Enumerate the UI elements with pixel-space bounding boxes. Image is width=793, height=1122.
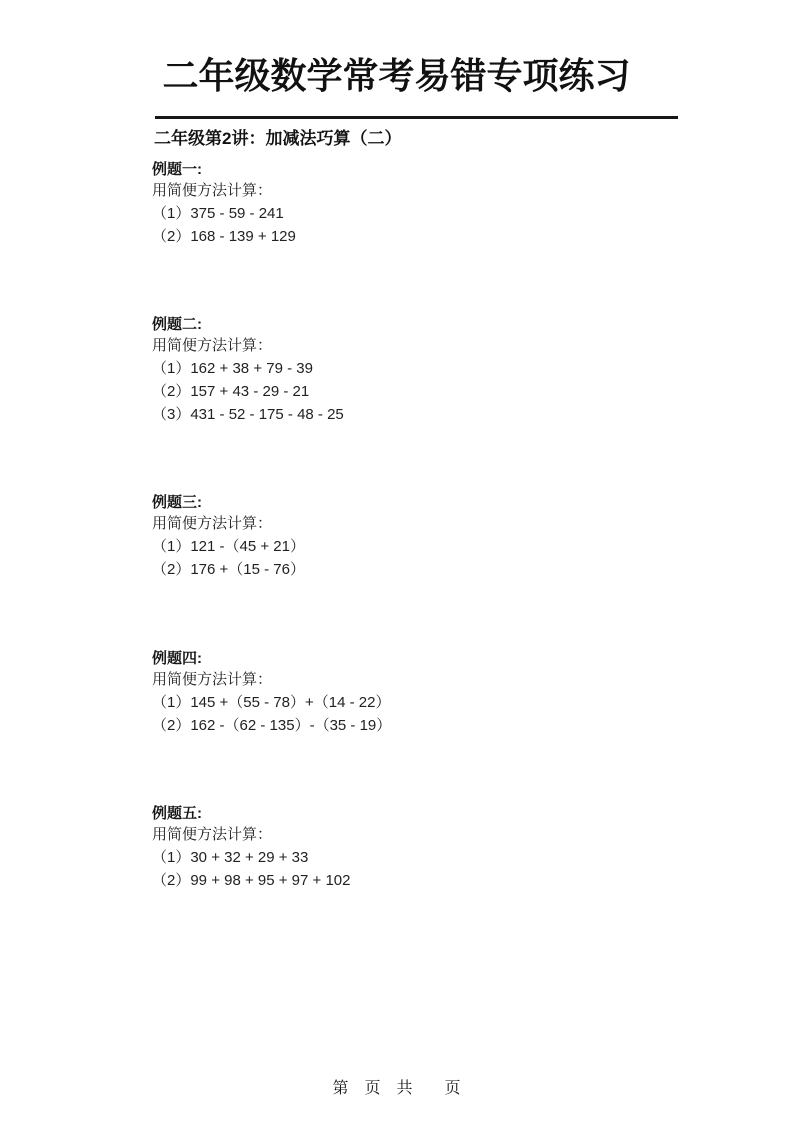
example-2-heading: 例题二: (152, 316, 202, 333)
example-3-intro: 用简便方法计算： (152, 515, 273, 532)
problem-line: （3）431 - 52 - 175 - 48 - 25 (152, 406, 344, 423)
problem-line: （2）162 -（62 - 135）-（35 - 19） (152, 717, 392, 734)
example-1-block (152, 159, 712, 248)
example-4-block (152, 648, 712, 737)
page-title: 二年级数学常考易错专项练习 (162, 55, 631, 96)
example-5-block (152, 803, 712, 892)
problem-line: （1）30 + 32 + 29 + 33 (152, 849, 309, 866)
problem-line: （2）157 + 43 - 29 - 21 (152, 383, 310, 400)
example-5-heading: 例题五: (152, 805, 202, 822)
lesson-subtitle: 二年级第2讲：加减法巧算（二） (154, 129, 402, 148)
title-divider (155, 116, 678, 119)
example-5-intro: 用简便方法计算： (152, 826, 273, 843)
problem-line: （2）99 + 98 + 95 + 97 + 102 (152, 872, 351, 889)
example-2-block (152, 314, 712, 426)
problem-line: （1）121 -（45 + 21） (152, 538, 305, 555)
problem-line: （1）162 + 38 + 79 - 39 (152, 360, 313, 377)
example-3-heading: 例题三: (152, 494, 202, 511)
example-4-intro: 用简便方法计算： (152, 671, 273, 688)
problem-line: （2）176 +（15 - 76） (152, 561, 305, 578)
example-1-heading: 例题一: (152, 161, 202, 178)
problem-line: （1）145 +（55 - 78）+（14 - 22） (152, 694, 391, 711)
example-2-intro: 用简便方法计算： (152, 337, 273, 354)
problem-line: （2）168 - 139 + 129 (152, 228, 296, 245)
problem-line: （1）375 - 59 - 241 (152, 205, 284, 222)
example-3-block (152, 492, 712, 581)
example-1-intro: 用简便方法计算： (152, 182, 273, 199)
example-4-heading: 例题四: (152, 650, 202, 667)
page-footer: 第 页 共 页 (332, 1080, 461, 1097)
